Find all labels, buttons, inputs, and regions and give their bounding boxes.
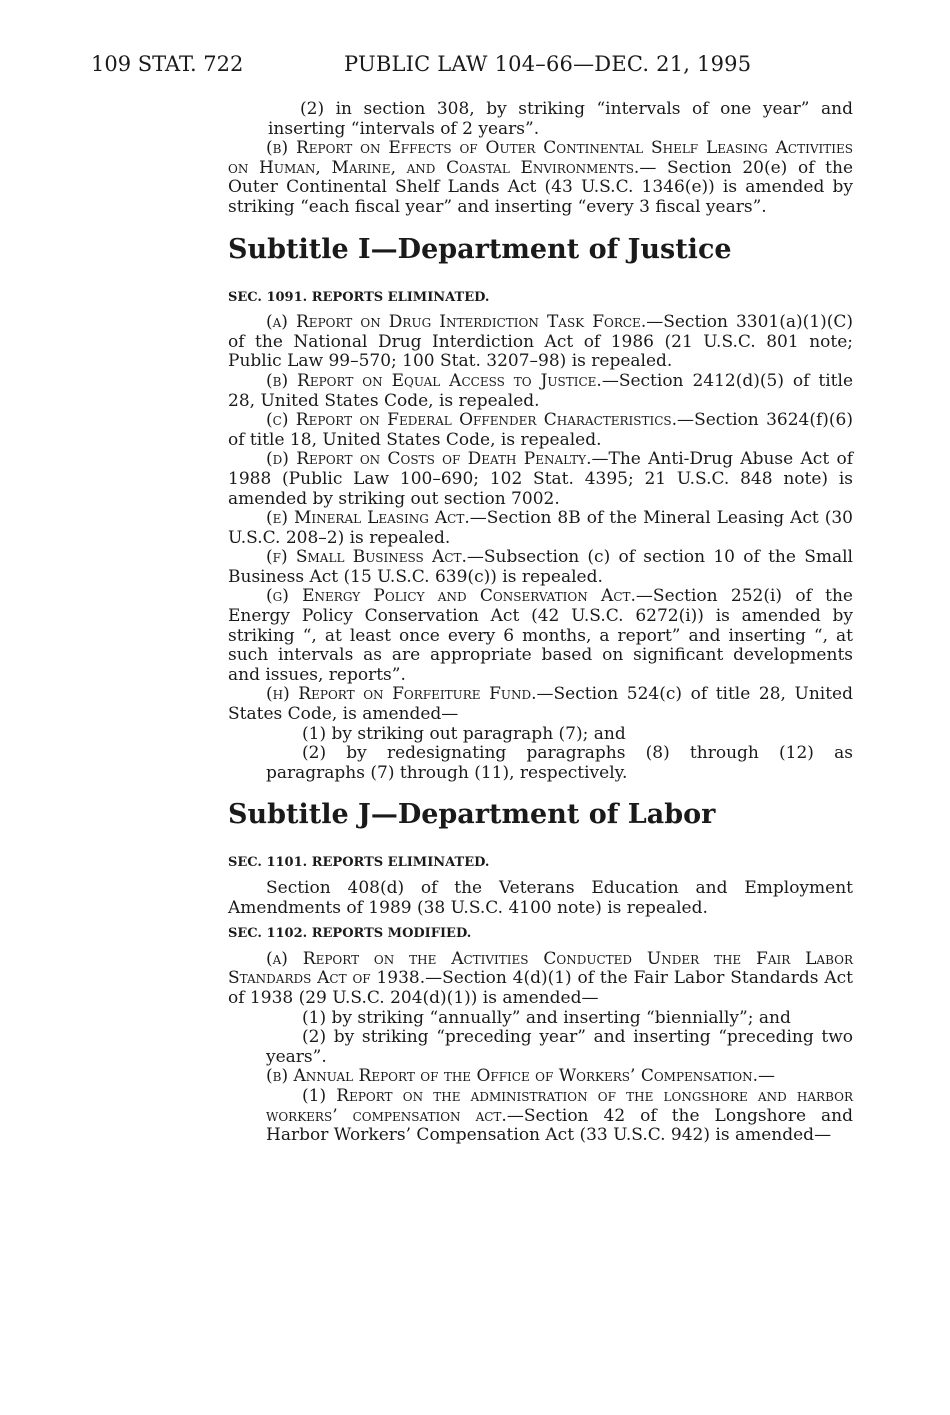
paragraph [228, 139, 853, 217]
paragraph [228, 313, 853, 372]
subtitle-heading: Subtitle J—Department of Labor [228, 799, 716, 831]
paragraph [228, 1087, 853, 1146]
paragraph-text: Section 3624(f)(6) of title 18, United States Code, is repealed. [228, 410, 853, 450]
paragraph-heading: (a) Report on the Activities Conducted Under the Fair Labor Standards Act of 1938.— [228, 948, 853, 989]
list-item: (1) by striking out paragraph (7); and [302, 723, 626, 744]
paragraph [228, 372, 853, 411]
paragraph [228, 587, 853, 685]
section-heading: SEC. 1101. REPORTS ELIMINATED. [228, 855, 490, 871]
list-item: (2) by redesignating paragraphs (8) through (12) as paragraphs (7) through (11), respectively. [266, 743, 853, 783]
paragraph-heading: (1) Report on the administration of the longshore and harbor workers’ compensation act.— [266, 1085, 853, 1126]
paragraph [228, 411, 853, 450]
paragraph-heading: (d) Report on Costs of Death Penalty.— [266, 449, 609, 470]
section-heading: SEC. 1102. REPORTS MODIFIED. [228, 926, 472, 942]
paragraph [228, 548, 853, 587]
paragraph-text: Section 252(i) of the Energy Policy Conservation Act (42 U.S.C. 6272(i)) is amended by striking “, at least once every 6 months, a report” and inserting “, at such intervals as are appropriate based on significant developments and issues, reports”. [228, 586, 853, 685]
paragraph-heading: (c) Report on Federal Offender Characteristics.— [266, 410, 695, 431]
paragraph-heading: (b) Report on Effects of Outer Continental Shelf Leasing Activities on Human, Marine, and Coastal Environments.— [228, 138, 853, 178]
subtitle-heading: Subtitle I—Department of Justice [228, 233, 732, 265]
paragraph [228, 450, 853, 509]
stat-page-number: 109 STAT. 722 [91, 52, 244, 76]
paragraph [228, 509, 853, 548]
paragraph-text: Section 3301(a)(1)(C) of the National Drug Interdiction Act of 1986 (21 U.S.C. 801 note; Public Law 99–570; 100 Stat. 3207–98) is repealed. [228, 312, 853, 372]
law-citation: PUBLIC LAW 104–66—DEC. 21, 1995 [344, 52, 752, 76]
paragraph-heading: (b) Report on Equal Access to Justice.— [266, 370, 619, 391]
paragraph-text: Section 2412(d)(5) of title 28, United States Code, is repealed. [228, 370, 854, 411]
paragraph-text: Section 8B of the Mineral Leasing Act (30 U.S.C. 208–2) is repealed. [228, 508, 853, 548]
paragraph-heading: (e) Mineral Leasing Act.— [266, 508, 487, 529]
list-item: (1) by striking “annually” and inserting “biennially”; and [302, 1007, 791, 1028]
paragraph-text: Section 524(c) of title 28, United States Code, is amended— [228, 684, 853, 725]
paragraph-text: Section 42 of the Longshore and Harbor Workers’ Compensation Act (33 U.S.C. 942) is amended— [266, 1105, 853, 1146]
paragraph-heading: (a) Report on Drug Interdiction Task Force.— [266, 312, 664, 333]
paragraph-heading: (h) Report on Forfeiture Fund.— [266, 684, 554, 705]
paragraph: Section 408(d) of the Veterans Education and Employment Amendments of 1989 (38 U.S.C. 4100 note) is repealed. [228, 878, 853, 918]
paragraph-text: The Anti-Drug Abuse Act of 1988 (Public Law 100–690; 102 Stat. 4395; 21 U.S.C. 848 note) is amended by striking out section 7002. [228, 449, 854, 509]
list-item: (2) by striking “preceding year” and inserting “preceding two years”. [266, 1027, 853, 1067]
paragraph-heading: (f) Small Business Act.— [266, 547, 484, 568]
paragraph [228, 685, 853, 724]
paragraph-heading: (g) Energy Policy and Conservation Act.— [266, 586, 653, 607]
paragraph-text: Section 4(d)(1) of the Fair Labor Standards Act of 1938 (29 U.S.C. 204(d)(1)) is amended— [228, 968, 853, 1008]
paragraph [228, 1067, 853, 1087]
document-body [228, 100, 853, 1146]
paragraph-text: Subsection (c) of section 10 of the Small Business Act (15 U.S.C. 639(c)) is repealed. [228, 547, 853, 587]
paragraph-heading: (b) Annual Report of the Office of Workers’ Compensation.— [266, 1066, 776, 1087]
paragraph [228, 950, 853, 1009]
paragraph-text: Section 20(e) of the Outer Continental Shelf Lands Act (43 U.S.C. 1346(e)) is amended by striking “each fiscal year” and inserting “every 3 fiscal years”. [228, 157, 854, 217]
paragraph: (2) in section 308, by striking “intervals of one year” and inserting “intervals of 2 years”. [268, 99, 853, 139]
section-heading: SEC. 1091. REPORTS ELIMINATED. [228, 289, 490, 305]
page-header [91, 52, 851, 82]
